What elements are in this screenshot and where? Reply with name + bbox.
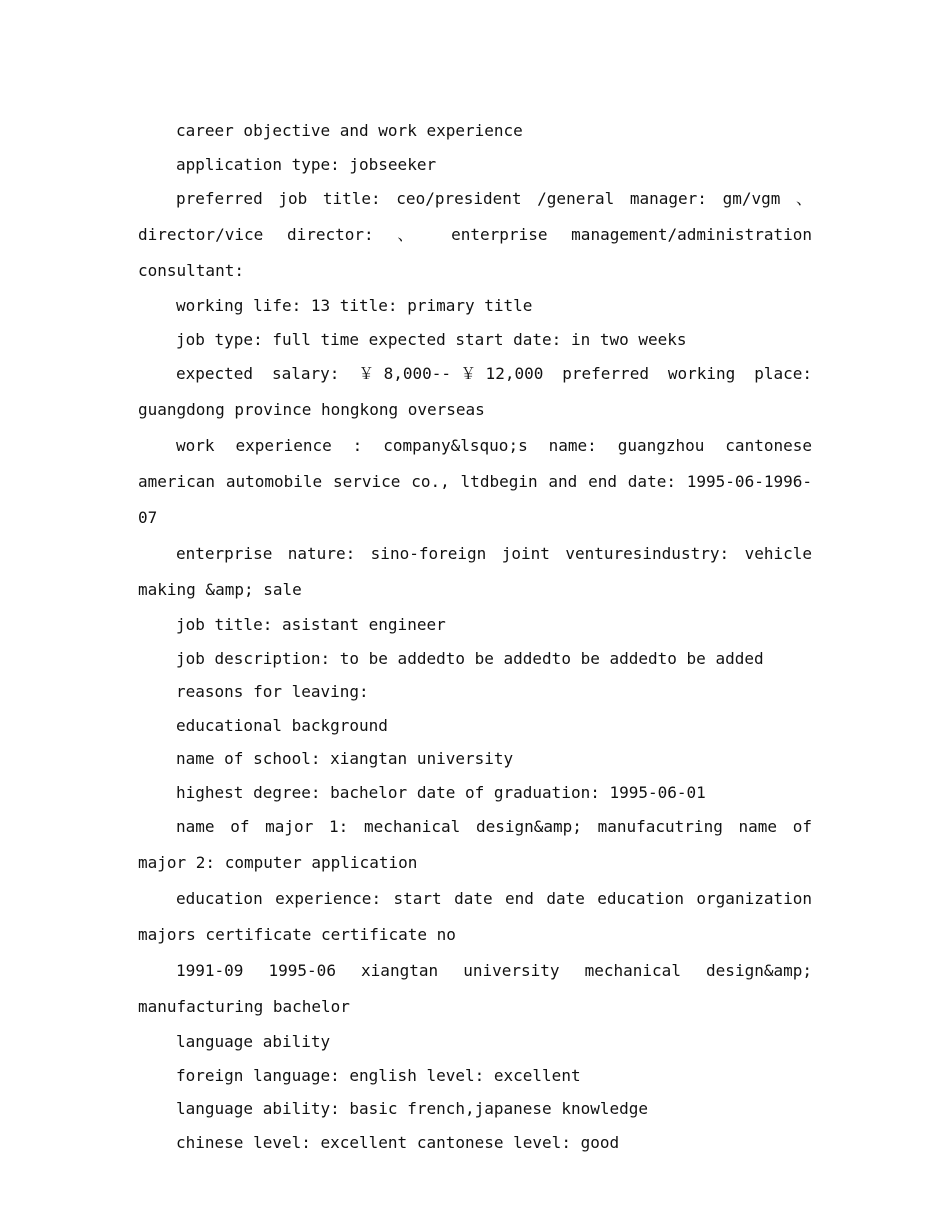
resume-body bbox=[138, 114, 812, 1159]
section-heading-language: language ability bbox=[176, 1032, 331, 1051]
majors: name of major 1: mechanical design&amp; manufacutring name of major 2: computer application bbox=[138, 817, 812, 872]
education-experience-row: 1991-09 1995-06 xiangtan university mechanical design&amp; manufacturing bachelor bbox=[138, 961, 812, 1016]
education-experience-header: education experience: start date end date education organization majors certificate certificate no bbox=[138, 889, 812, 944]
preferred-job-title: preferred job title: ceo/president /general manager: gm/vgm 、 director/vice director: 、 enterprise management/administration consultant: bbox=[138, 189, 812, 280]
job-type: job type: full time expected start date: in two weeks bbox=[176, 329, 687, 349]
working-life: working life: 13 title: primary title bbox=[176, 296, 533, 315]
highest-degree: highest degree: bachelor date of graduation: 1995-06-01 bbox=[176, 782, 706, 802]
job-description: job description: to be addedto be addedto be addedto be added bbox=[176, 648, 764, 668]
school-name: name of school: xiangtan university bbox=[176, 749, 514, 768]
foreign-language: foreign language: english level: excellent bbox=[176, 1065, 581, 1085]
expected-salary: expected salary: ￥8,000--￥12,000 preferred working place: guangdong province hongkong overseas bbox=[138, 364, 812, 419]
work-experience: work experience : company&lsquo;s name: guangzhou cantonese american automobile service co., ltdbegin and end date: 1995-06-1996-07 bbox=[138, 436, 812, 527]
enterprise-nature: enterprise nature: sino-foreign joint venturesindustry: vehicle making &amp; sale bbox=[138, 544, 812, 599]
section-heading-career: career objective and work experience bbox=[176, 121, 523, 140]
chinese-level: chinese level: excellent cantonese level: good bbox=[176, 1132, 620, 1152]
section-heading-education: educational background bbox=[176, 715, 388, 735]
application-type: application type: jobseeker bbox=[176, 154, 437, 174]
job-title: job title: asistant engineer bbox=[176, 615, 446, 634]
reasons-for-leaving: reasons for leaving: bbox=[176, 682, 369, 701]
language-ability: language ability: basic french,japanese knowledge bbox=[176, 1099, 649, 1118]
